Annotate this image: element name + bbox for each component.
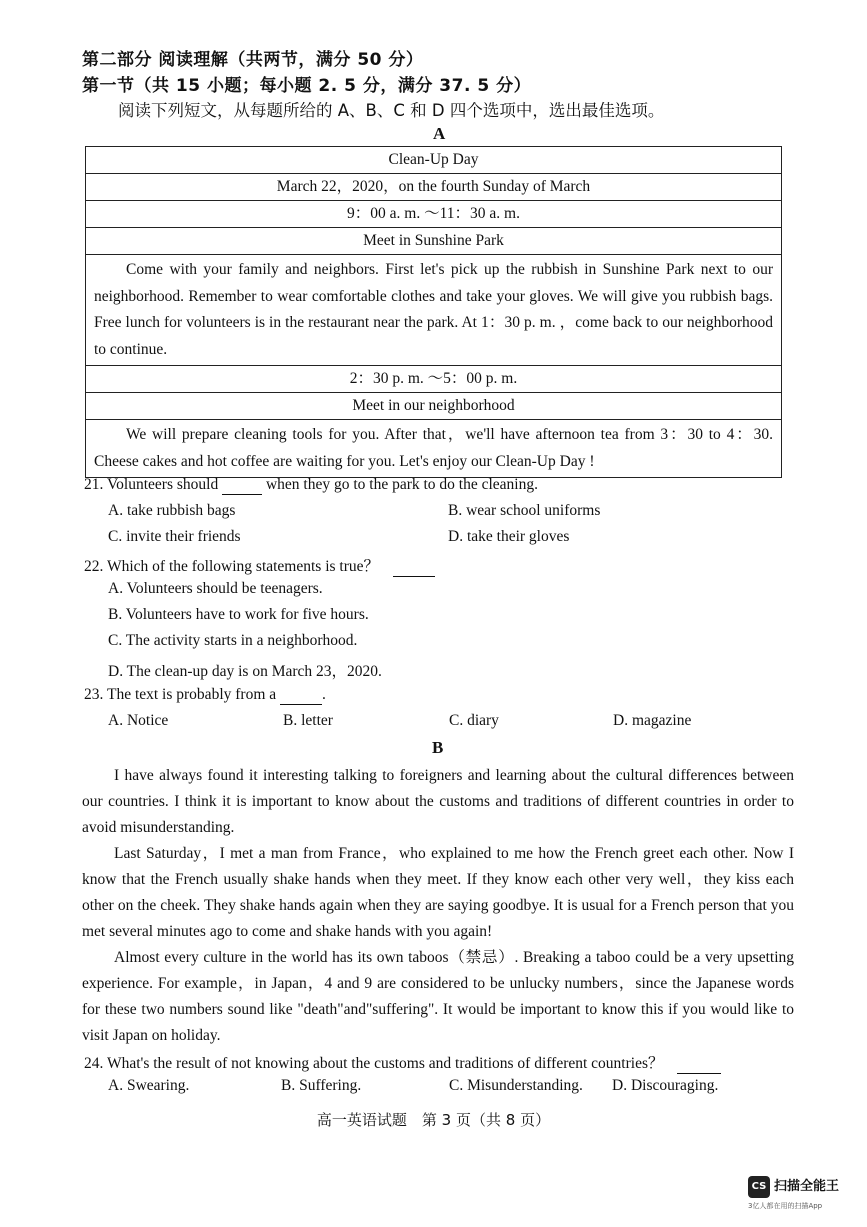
scanner-logo-icon: CS (748, 1176, 770, 1198)
question-22: 22. Which of the following statements is true？ (84, 554, 435, 577)
notice-morning-text: Come with your family and neighbors. First let's pick up the rubbish in Sunshine Park next to our neighborhood. Remember to wear comfortable clothes and take your gloves. We will give you rubbish bags. Free lunch for volunteers is in the restaurant near the park. At 1：30 p. m. ，come back to our neighborhood to continue. (86, 255, 781, 366)
answer-blank[interactable] (222, 476, 262, 495)
q23-option-d: D. magazine (613, 712, 692, 729)
answer-blank[interactable] (393, 558, 435, 577)
q24-option-d: D. Discouraging. (612, 1077, 719, 1094)
q24-option-c: C. Misunderstanding. (449, 1077, 583, 1094)
q21-option-c: C. invite their friends (108, 528, 241, 545)
notice-morning-time: 9：00 a. m. ～11：30 a. m. (86, 201, 781, 228)
q22-option-d: D. The clean-up day is on March 23，2020. (108, 663, 382, 680)
q23-option-a: A. Notice (108, 712, 169, 729)
scanner-app-name: 扫描全能王 (774, 1179, 840, 1194)
answer-blank[interactable] (280, 686, 322, 705)
notice-table (85, 146, 782, 478)
passage-b-paragraph-2: Last Saturday，I met a man from France，who explained to me how the French greet each other. Now I know that the French usually shake hands when they meet. If they know each other very well，they kiss each other on the cheek. They shake hands again when they are saying goodbye. It is usual for a French person that you met several minutes ago to come and shake hands with you again! (82, 845, 794, 940)
q22-option-b: B. Volunteers have to work for five hours. (108, 606, 369, 623)
notice-afternoon-time: 2：30 p. m. ～5：00 p. m. (86, 366, 781, 393)
q23-option-c: C. diary (449, 712, 499, 729)
passage-a-letter: A (433, 124, 446, 143)
q22-option-c: C. The activity starts in a neighborhood. (108, 632, 358, 649)
notice-afternoon-text: We will prepare cleaning tools for you. After that，we'll have afternoon tea from 3：30 to 4：30. Cheese cakes and hot coffee are waiting for you. Let's enjoy our Clean-Up Day ! (94, 426, 773, 470)
instruction-text: 阅读下列短文，从每题所给的 A、B、C 和 D 四个选项中，选出最佳选项。 (118, 101, 665, 120)
q24-option-a: A. Swearing. (108, 1077, 190, 1094)
q22-option-a: A. Volunteers should be teenagers. (108, 580, 323, 597)
page-footer: 高一英语试题 第 3 页（共 8 页） (316, 1111, 551, 1129)
scanner-watermark (748, 1176, 850, 1216)
q24-option-b: B. Suffering. (281, 1077, 362, 1094)
q21-option-d: D. take their gloves (448, 528, 570, 545)
part-heading: 第二部分 阅读理解（共两节，满分 50 分） (82, 50, 424, 70)
notice-afternoon-place: Meet in our neighborhood (86, 393, 781, 420)
passage-b-paragraph-1: I have always found it interesting talking to foreigners and learning about the cultural differences between our countries. I think it is important to know about the customs and traditions of different countries in order to avoid misunderstanding. (82, 767, 794, 836)
question-24: 24. What's the result of not knowing about the customs and traditions of different countries？ (84, 1051, 721, 1074)
passage-b (82, 763, 794, 1049)
scanner-tagline: 3亿人都在用的扫描App (748, 1202, 823, 1210)
q21-option-a: A. take rubbish bags (108, 502, 236, 519)
notice-date: March 22，2020，on the fourth Sunday of March (86, 174, 781, 201)
notice-title: Clean-Up Day (86, 147, 781, 174)
notice-morning-place: Meet in Sunshine Park (86, 228, 781, 255)
answer-blank[interactable] (677, 1055, 721, 1074)
question-21: 21. Volunteers should when they go to the park to do the cleaning. (84, 476, 538, 493)
q21-option-b: B. wear school uniforms (448, 502, 601, 519)
q23-option-b: B. letter (283, 712, 333, 729)
section-heading: 第一节（共 15 小题；每小题 2. 5 分，满分 37. 5 分） (82, 76, 532, 96)
passage-b-paragraph-3: Almost every culture in the world has its own taboos（禁忌）. Breaking a taboo could be a very upsetting experience. For example，in Japan，4 and 9 are considered to be unlucky numbers，since the Japanese words for these two numbers sound like "death"and"suffering". It would be important to know this if you would like to visit Japan on holiday. (82, 949, 794, 1044)
question-23: 23. The text is probably from a . (84, 686, 326, 703)
passage-b-letter: B (432, 738, 444, 757)
